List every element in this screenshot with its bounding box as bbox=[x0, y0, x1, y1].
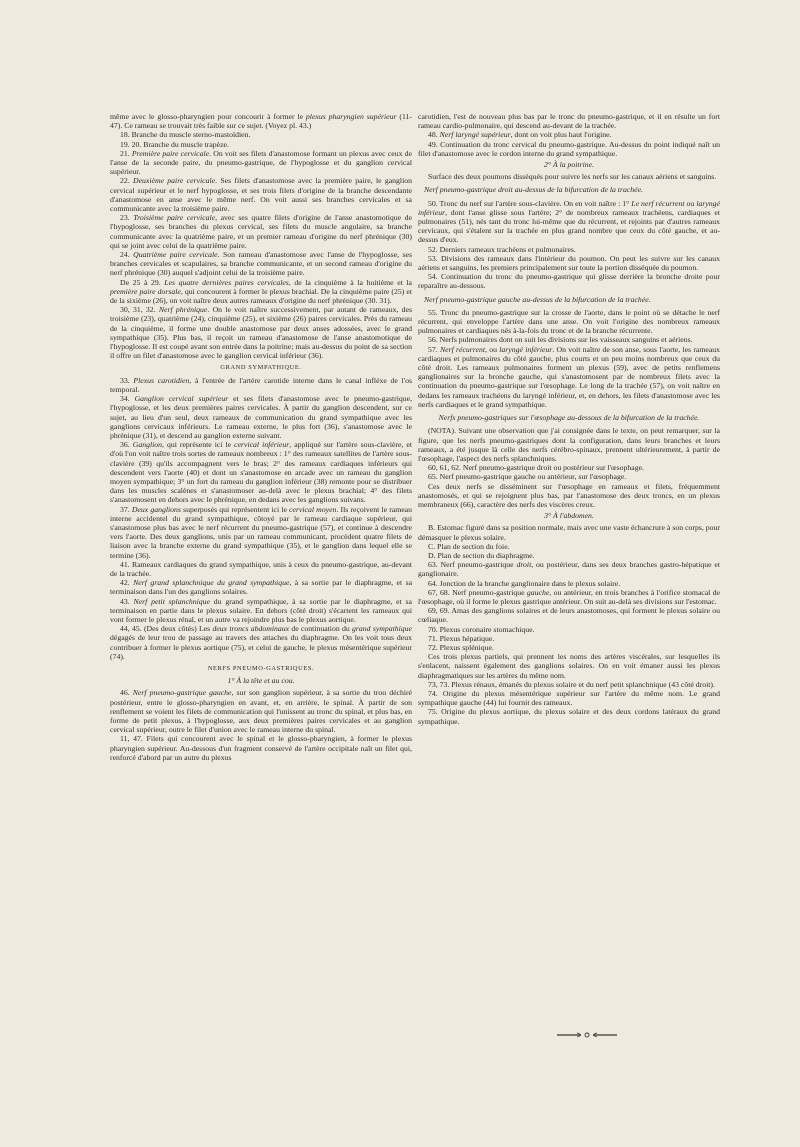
paragraph bbox=[110, 440, 412, 504]
paragraph bbox=[110, 597, 412, 625]
text-run: (NOTA). Suivant une observation que j'ai consignée dans le texte, on peut remarquer, sur la figure, que les nerfs pneumo-gastriques dont la configuration, dans leurs branches et leurs rameaux, a été jusque là celle des nerfs cérébro-spinaux, prennent ultérieurement, à partir de l'œsophage, l'aspect des nerfs splanchniques. bbox=[418, 426, 720, 463]
right-text-column bbox=[418, 112, 720, 726]
text-run: 18. Branche du muscle sterno-mastoïdien. bbox=[120, 130, 251, 140]
paragraph bbox=[418, 551, 720, 560]
paragraph bbox=[418, 130, 720, 139]
figure-caption: Nerf pneumo-gastrique droit au-dessus de la bifurcation de la trachée. bbox=[424, 185, 643, 195]
text-run: , dont l'anse glisse sous l'artère; 2° de nombreux rameaux trachéens, cardiaques et pulmonaires (51), nés tant du tronc lui-même que du récurrent, et rejoints par d'autres rameaux cervicaux, qui s'étalent sur la trachée en plus grand nombre que ceux du côté gauche, et au-dessus d'eux. bbox=[418, 207, 720, 245]
text-run: D. Plan de section du diaphragme. bbox=[428, 550, 535, 560]
paragraph bbox=[110, 140, 412, 149]
italic-term: Ganglion bbox=[132, 440, 162, 450]
text-run: , à sa sortie par le diaphragme, et sa terminaison dans l'un des ganglions solaires. bbox=[110, 578, 413, 597]
paragraph bbox=[110, 624, 412, 661]
text-run: 50. Tronc du nerf sur l'artère sous-clavière. On en voit naître : 1° bbox=[428, 198, 632, 208]
italic-term: cervical moyen bbox=[289, 504, 337, 514]
text-run: . Son rameau d'anastomose avec l'anse de l'hypoglosse, ses branches cervicales et scapulaires, sa branche communicante, et un second rameau d'origine du nerf phrénique (30) auquel s'adjoint celui de la troisième paire. bbox=[110, 250, 412, 278]
paragraph bbox=[110, 376, 412, 394]
text-run: , à l'entrée de l'artère carotide interne dans le canal infléxe de l'os temporal. bbox=[110, 375, 412, 394]
paragraph bbox=[418, 199, 720, 245]
italic-term: Troisième paire cervicale bbox=[133, 213, 216, 223]
paragraph bbox=[110, 149, 412, 177]
text-run: 57. bbox=[428, 344, 440, 354]
text-run: 72. Plexus splénique. bbox=[428, 642, 494, 652]
text-run: 42. bbox=[120, 578, 134, 588]
paragraph bbox=[418, 560, 720, 578]
paragraph bbox=[418, 245, 720, 254]
text-run: 74. Origine du plexus mésentérique supérieur sur l'artère du même nom. Le grand sympathique gauche (44) lui fournit des rameaux. bbox=[418, 688, 720, 708]
text-run: . Ses filets d'anastomose avec la première paire, le ganglion cervical supérieur et le nerf hypoglosse, et ses trois filets d'origine de la branche descendante d'anastomose en anse avec le même nerf. On voit aussi ses branches cervicales et sa communicante avec la troisième paire. bbox=[110, 176, 412, 214]
text-run: dégagés de leur trou de passage au travers des attaches du diaphragme. On les voit tous deux contribuer à former le plexus aortique (75), et celui de gauche, le plexus mésentérique supérieur (74). bbox=[110, 633, 412, 661]
text-run: 11, 47. Filets qui concourent avec le spinal et le glosso-pharyngien, à former le plexus pharyngien supérieur. Au-dessous d'un fragment conservé de l'artère occipitale naît un filet qui, renforcé d'abord par un autre du plexus bbox=[110, 734, 412, 762]
paragraph bbox=[418, 345, 720, 409]
paragraph bbox=[110, 213, 412, 250]
paragraph bbox=[418, 482, 720, 510]
text-run: De 25 à 29. bbox=[120, 277, 165, 287]
paragraph bbox=[418, 707, 720, 725]
paragraph bbox=[418, 172, 720, 181]
text-run: Surface des deux poumons disséqués pour suivre les nerfs sur les canaux aériens et sanguins. bbox=[428, 172, 717, 182]
text-run: B. Estomac figuré dans sa position normale, mais avec une vaste échancrure à son corps, pour démasquer le plexus solaire. bbox=[418, 523, 720, 542]
text-run: 46. bbox=[120, 688, 133, 698]
paragraph bbox=[110, 688, 412, 734]
italic-term: grand sympathique bbox=[352, 624, 412, 634]
paragraph bbox=[418, 643, 720, 652]
text-run: 56. Nerfs pulmonaires dont on suit les divisions sur les vaisseaux sanguins et aériens. bbox=[428, 335, 693, 345]
italic-term: Plexus carotidien bbox=[133, 375, 190, 385]
text-run: 48. bbox=[428, 130, 440, 140]
text-run: 73, 73. Plexus rénaux, émanés du plexus solaire et du nerf petit splanchnique (43 côté droit). bbox=[428, 679, 715, 689]
paragraph bbox=[418, 680, 720, 689]
italic-term: Nerf pneumo-gastrique gauche bbox=[132, 688, 232, 698]
text-run: . On voit ses filets d'anastomose formant un plexus avec ceux de l'anse de la seconde paire, du pneumo-gastrique, de l'hypoglosse et du ganglion cervical supérieur. bbox=[110, 148, 412, 177]
paragraph bbox=[418, 588, 720, 606]
text-run: , ou antérieur, en trois branches à l'orifice stomacal de l'œsophage, où il forme le plexus gastrique antérieur. On suit au-delà ses divisions sur l'estomac. bbox=[418, 587, 720, 606]
text-run: , avec ses quatre filets d'origine de l'anse anastomotique de l'hypoglosse, ses branches du plexus cervical, ses filets du muscle angulaire, sa branche communicante avec la quatrième paire, et un premier rameau d'origine du nerf phrénique (30) qui se joint avec celui de la quatrième paire. bbox=[110, 213, 412, 250]
text-run: , dont on voit plus haut l'origine. bbox=[510, 130, 612, 140]
paragraph bbox=[418, 463, 720, 472]
subsection-heading: 1° À la tête et au cou. bbox=[227, 676, 295, 686]
text-run: 23. bbox=[120, 213, 134, 223]
italic-term: Deuxième paire cervicale bbox=[133, 176, 216, 186]
text-run: Ces trois plexus partiels, qui prennent les noms des artères viscérales, sur lesquelles ils s'enlacent, naissent également des ganglions solaires. On en voit émaner aussi les plexus diaphragmatiques sur les artères du même nom. bbox=[418, 652, 720, 680]
section-heading: GRAND SYMPATHIQUE. bbox=[220, 364, 302, 372]
italic-term: laryngé inférieur bbox=[418, 198, 720, 217]
text-run: Ces deux nerfs se disséminent sur l'œsophage en rameaux et filets, fréquemment anastomosés, et qui se rejoignent plus bas, par l'anastomose des deux troncs, en un plexus membraneux (66), caractère des nerfs des viscères creux. bbox=[418, 481, 720, 509]
text-run: 75. Origine du plexus aortique, du plexus solaire et des deux cordons latéraux du grand sympathique. bbox=[418, 707, 720, 726]
italic-term: deux troncs abdominaux bbox=[212, 624, 290, 634]
text-run: 33. bbox=[120, 375, 134, 385]
text-run: . On le voit naître successivement, par autant de rameaux, des troisième (23), quatrième (24), cinquième (25), et sixième (26) paires cervicales. Près du rameau de la cinquième, il forme une double anastomose par deux anses adossées, avec le grand sympathique (35). Plus bas, il reçoit un rameau d'anastomose de l'anse anastomotique de l'hypoglosse. Il est coupé avant son entrée dans la poitrine; mais au-dessus du point de sa section il offre un filet d'anastomose avec le ganglion cervical inférieur (36). bbox=[110, 305, 412, 361]
text-run: 71. Plexus hépatique. bbox=[428, 633, 495, 643]
italic-term: Le nerf récurrent bbox=[631, 198, 685, 208]
text-run: 41. Rameaux cardiaques du grand sympathique, unis à ceux du pneumo-gastrique, au-devant de la trachée. bbox=[110, 559, 412, 578]
italic-term: Première paire cervicale bbox=[131, 148, 210, 158]
text-run: 36. bbox=[120, 440, 133, 450]
text-run: de continuation du bbox=[289, 624, 353, 634]
text-run: 37. bbox=[120, 504, 132, 514]
paragraph bbox=[418, 308, 720, 336]
paragraph bbox=[110, 734, 412, 762]
text-run: 69, 69. Amas des ganglions solaires et de leurs anastomoses, qui forment le plexus solaire ou cœliaque. bbox=[418, 606, 720, 625]
text-run: 34. bbox=[120, 394, 135, 404]
italic-term: Deux ganglions bbox=[131, 504, 181, 514]
italic-term: cervical inférieur bbox=[234, 440, 290, 450]
paragraph bbox=[418, 625, 720, 634]
end-ornament bbox=[555, 1032, 619, 1038]
paragraph bbox=[418, 542, 720, 551]
text-run: superposés qui représentent ici le bbox=[180, 504, 290, 514]
text-run: 60, 61, 62. Nerf pneumo-gastrique droit ou postérieur sur l'œsophage. bbox=[428, 463, 644, 473]
text-run: 30, 31, 32. bbox=[120, 305, 159, 315]
text-run: . Ils reçoivent le rameau interne accidentel du grand sympathique, côtoyé par le rameau cardiaque supérieur, qui s'anastomose plus bas avec le nerf récurrent du pneumo-gastrique (57), et continue à descendre vers l'aorte. Des deux ganglions, unis par un rameau communicant, procèdent quatre filets de liaison avec la branche externe du grand sympathique (35), et le ganglion dans lequel elle se termine (36). bbox=[110, 504, 412, 560]
paragraph bbox=[418, 140, 720, 158]
paragraph bbox=[418, 254, 720, 272]
text-run: , qui représente ici le bbox=[162, 440, 235, 450]
text-run: 64. Jonction de la branche ganglionaire dans le plexus solaire. bbox=[428, 578, 621, 588]
text-run: 44, 45. (Des deux côtés) Les bbox=[120, 624, 213, 634]
text-run: , ou bbox=[485, 344, 500, 354]
text-run: (11-47). Ce rameau se trouvait très faible sur ce sujet. (Voyez pl. 43.) bbox=[110, 112, 413, 131]
paragraph bbox=[110, 560, 412, 578]
italic-term: droit bbox=[516, 560, 532, 570]
paragraph bbox=[110, 305, 412, 360]
left-text-column bbox=[110, 112, 412, 762]
text-run: , ou postérieur, dans ses deux branches gastro-hépatique et ganglionaire. bbox=[418, 560, 721, 579]
text-run: 19. 20. Branche du muscle trapèze. bbox=[120, 139, 229, 149]
paragraph bbox=[418, 523, 720, 541]
paragraph bbox=[418, 652, 720, 680]
text-run: 43. bbox=[120, 596, 134, 606]
italic-term: plexus pharyngien supérieur bbox=[305, 112, 397, 121]
italic-term: Nerf laryngé supérieur bbox=[439, 130, 511, 140]
paragraph bbox=[418, 689, 720, 707]
italic-term: laryngé inférieur bbox=[499, 344, 553, 354]
text-run: et ses filets d'anastomose avec le pneumo-gastrique, l'hypoglosse, et les deux premières paires cervicales. À partir du ganglion descendent, sur ce sujet, au lieu d'un seul, deux rameaux de communication du grand sympathique avec les ganglions cervicaux inférieurs. Le rameau externe, le plus fort (36), s'anastomose avec le phrénique (31), et descend au ganglion externe suivant. bbox=[110, 394, 413, 440]
italic-term: gauche bbox=[526, 587, 550, 597]
text-run: 54. Continuation du tronc du pneumo-gastrique qui glisse derrière la bronche droite pour reparaître au-dessous. bbox=[418, 272, 720, 291]
paragraph bbox=[110, 176, 412, 213]
paragraph bbox=[418, 634, 720, 643]
text-run: 24. bbox=[120, 250, 134, 260]
paragraph bbox=[418, 335, 720, 344]
text-run: 65. Nerf pneumo-gastrique gauche ou antérieur, sur l'œsophage. bbox=[428, 472, 627, 482]
text-run: , qui concourent à former le plexus brachial. De la cinquième paire (25) et de la sixième (26), on voit naître deux autres rameaux d'origine du nerf phrénique (30. 31). bbox=[110, 286, 412, 306]
text-run: même avec le glosso-pharyngien pour concourir à former le bbox=[110, 112, 306, 121]
text-run: 22. bbox=[120, 176, 133, 186]
italic-term: Nerf grand splanchnique du grand sympathique bbox=[133, 578, 290, 588]
paragraph bbox=[418, 606, 720, 624]
paragraph bbox=[110, 505, 412, 560]
italic-term: Nerf petit splanchnique bbox=[133, 596, 210, 606]
subsection-heading: 3° À l'abdomen. bbox=[544, 511, 594, 521]
text-run: 70. Plexus coronaire stomachique. bbox=[428, 624, 535, 634]
subsection-heading: 2° À la poitrine. bbox=[543, 160, 595, 170]
paragraph bbox=[110, 130, 412, 139]
figure-caption: Nerfs pneumo-gastriques sur l'œsophage au-dessous de la bifurcation de la trachée. bbox=[438, 413, 700, 423]
paragraph bbox=[418, 579, 720, 588]
text-run: , sur son ganglion supérieur, à sa sortie du trou déchiré postérieur, entre le glosso-pharyngien en avant, et, en arrière, le spinal. À partir de son renflement se voient les filets de communication qui l'unissent au tronc du spinal, et plus bas, en forme de petit plexus, à l'hypoglosse, aux deux premières paires cervicales et au ganglion cervical supérieur, outre le filet d'union avec le rameau interne du spinal. bbox=[110, 688, 413, 735]
text-run: carotidien, l'est de nouveau plus bas par le tronc du pneumo-gastrique, et il en résulte un fort rameau cardio-pulmonaire, qui descend au-devant de la trachée. bbox=[418, 112, 720, 131]
paragraph bbox=[418, 472, 720, 481]
paragraph bbox=[110, 578, 412, 596]
text-run: 49. Continuation du tronc cervical du pneumo-gastrique. Au-dessus du point indiqué naît un filet d'anastomose avec le cordon interne du grand sympathique. bbox=[418, 139, 720, 158]
paragraph bbox=[110, 278, 412, 306]
text-run: 21. bbox=[120, 148, 132, 158]
paragraph bbox=[110, 112, 412, 130]
section-heading: NERFS PNEUMO-GASTRIQUES. bbox=[207, 664, 315, 672]
paragraph bbox=[418, 112, 720, 130]
text-run: 55. Tronc du pneumo-gastrique sur la crosse de l'aorte, dans le point où se détache le nerf récurrent, qui enveloppe l'artère dans une anse. On voit l'origine des nombreux rameaux pulmonaires et cardiaques nés à-la-fois du tronc et de la branche récurrente. bbox=[418, 307, 720, 336]
text-run: du grand sympathique, à sa sortie par le diaphragme, et sa terminaison en partie dans le plexus solaire. En dehors (côté droit) s'écartent les rameaux qui vont former le plexus rénal, et un autre va rejoindre plus bas le plexus aortique. bbox=[110, 596, 412, 624]
text-run: 53. Divisions des rameaux dans l'intérieur du poumon. On peut les suivre sur les canaux aériens et sanguins, les premiers principalement sur toute la portion disséquée du poumon. bbox=[418, 253, 720, 273]
text-run: 63. Nerf pneumo-gastrique bbox=[428, 560, 517, 570]
italic-term: Ganglion cervical supérieur bbox=[134, 394, 229, 404]
text-run: 67, 68. Nerf pneumo-gastrique bbox=[428, 587, 527, 597]
text-run: , appliqué sur l'artère sous-clavière, et d'où l'on voit naître trois sortes de rameaux nombreux : 1° des rameaux satellites de l'artère sous-clavière (39) qu'ils accompagnent vers le bras; 2° des rameaux cardiaques inférieurs qui descendent vers l'aorte (40) et dont un s'anastomose en arcade avec un rameau du ganglion moyen sympathique; 3° un fort du rameau du ganglion inférieur (38) remonte pour se distribuer dans les muscles scalènes et s'anastomoser au-delà avec le plexus brachial; 4° des filets s'anastomosent en dehors avec le phrénique, en dedans avec les ganglions suivans. bbox=[110, 440, 413, 505]
text-run: 52. Derniers rameaux trachéens et pulmonaires. bbox=[428, 244, 576, 254]
italic-term: Quatrième paire cervicale bbox=[133, 250, 218, 260]
figure-caption: Nerf pneumo-gastrique gauche au-dessus de la bifurcation de la trachée. bbox=[424, 294, 651, 304]
italic-term: Les quatre dernières paires cervicales bbox=[164, 277, 289, 287]
text-run: . On voit naître de son anse, sous l'aorte, les rameaux cardiaques et pulmonaires du côté gauche, plus courts et un peu moins nombreux que ceux du côté droit. Les rameaux pulmonaires forment un plexus (59), avec de petits renflemens ganglionaires sur la bronche gauche, qui s'anastomosent par de nombreux filets avec la continuation du pneumo-gastrique sur l'œsophage. Le long de la trachée (57), on voit naître en dedans les rameaux trachéens du laryngé inférieur, et, en dehors, les filets d'anastomose avec les nerfs cardiaques et le grand sympathique. bbox=[418, 344, 721, 409]
paragraph bbox=[110, 394, 412, 440]
italic-term: Nerf phrénique bbox=[158, 305, 208, 315]
text-run: ou bbox=[684, 198, 697, 208]
text-run: C. Plan de section du foie. bbox=[428, 541, 510, 551]
paragraph bbox=[110, 250, 412, 278]
paragraph bbox=[418, 272, 720, 290]
italic-term: Nerf récurrent bbox=[439, 344, 486, 354]
italic-term: première paire dorsale bbox=[110, 286, 181, 296]
paragraph bbox=[418, 426, 720, 463]
text-run: , de la cinquième à la huitième et la bbox=[288, 277, 412, 287]
